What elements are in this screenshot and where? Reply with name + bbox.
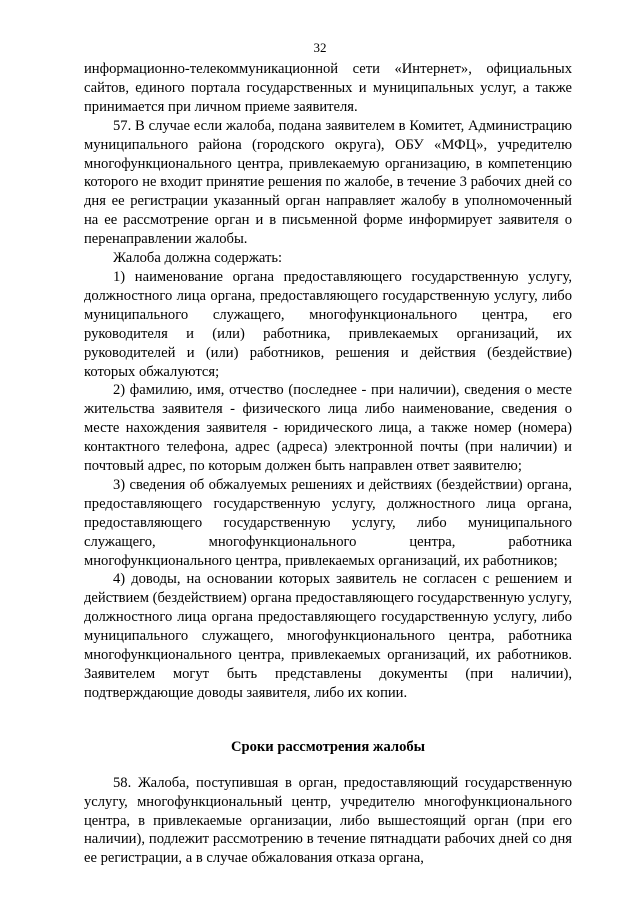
- paragraph-complaint-contents-intro: Жалоба должна содержать:: [113, 250, 283, 267]
- section-heading: Сроки рассмотрения жалобы: [230, 738, 426, 755]
- paragraph-58: 58. Жалоба, поступившая в орган, предоставляющий государственную услугу, многофункциональный центр, учредителю многофункционального центра, в привлекаемые организации, либо вышестоящий орган (при его наличии), подлежит рассмотрению в течение пятнадцати рабочих дней со дня ее регистрации, а в случае обжалования отказа органа,: [84, 774, 572, 867]
- list-item-2: 2) фамилию, имя, отчество (последнее - при наличии), сведения о месте жительства заявителя - физического лица либо наименование, сведения о месте нахождения заявителя - юридического лица, а также номер (номера) контактного телефона, адрес (адреса) электронной почты (при наличии) и почтовый адрес, по которым должен быть направлен ответ заявителю;: [84, 382, 572, 475]
- list-item-3: 3) сведения об обжалуемых решениях и действиях (бездействии) органа, предоставляющего государственную услугу, должностного лица органа, предоставляющего государственную услугу, либо муниципального служащего, многофункционального центра, работника многофункционального центра, привлекаемых организаций, их работников;: [84, 476, 572, 569]
- paragraph-continuation: информационно-телекоммуникационной сети «Интернет», официальных сайтов, единого портала государственных и муниципальных услуг, а также принимается при личном приеме заявителя.: [84, 61, 572, 115]
- list-item-4: 4) доводы, на основании которых заявитель не согласен с решением и действием (бездействием) органа предоставляющего государственную услугу, должностного лица органа предоставляющего государственную услугу, либо муниципального служащего, многофункционального центра, работника многофункционального центра, привлекаемых организаций, их работников. Заявителем могут быть представлены документы (при наличии), подтверждающие доводы заявителя, либо их копии.: [84, 571, 572, 701]
- paragraph-57: 57. В случае если жалоба, подана заявителем в Комитет, Администрацию муниципального района (городского округа), ОБУ «МФЦ», учредителю многофункционального центра, привлекаемую организацию, в компетенцию которого не входит принятие решения по жалобе, в течение 3 рабочих дней со дня ее регистрации указанный орган направляет жалобу в уполномоченный на ее рассмотрение орган и в письменной форме информирует заявителя о перенаправлении жалобы.: [84, 117, 572, 248]
- list-item-1: 1) наименование органа предоставляющего государственную услугу, должностного лица органа, предоставляющего государственную услугу, либо муниципального служащего, многофункционального центра, его руководителя и (или) работника, привлекаемых организаций, их руководителей и (или) работников, решения и действия (бездействие) которых обжалуются;: [84, 268, 572, 380]
- document-body: [84, 60, 572, 868]
- page-number: 32: [313, 40, 327, 55]
